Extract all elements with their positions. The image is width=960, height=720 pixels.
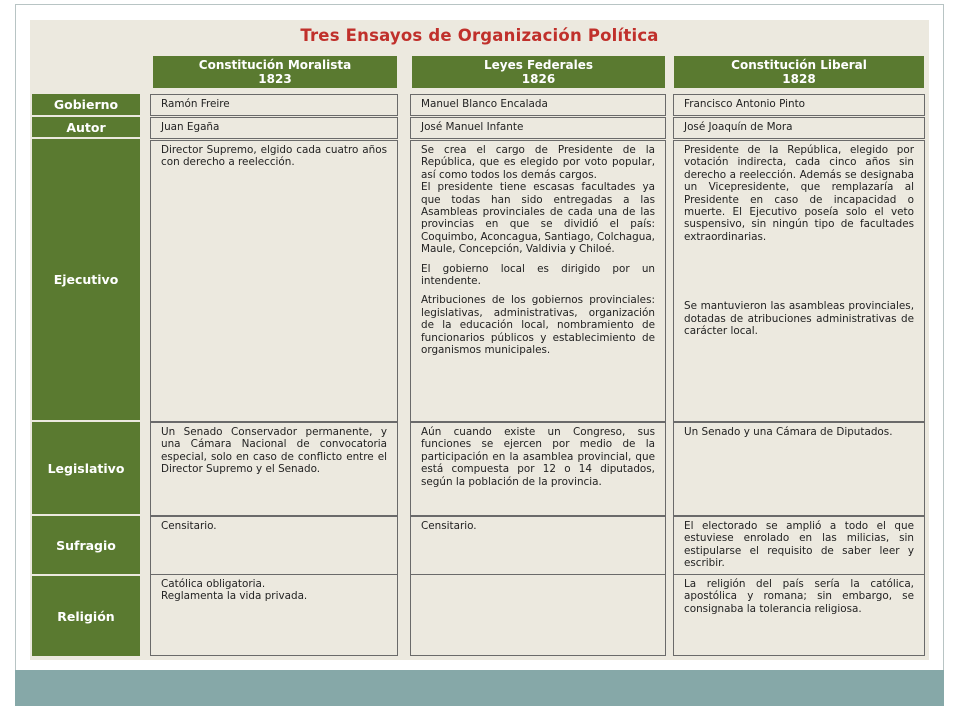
cell-text: La religión del país sería la católica, apostólica y romana; sin embargo, se consignaba la tolerancia religiosa.: [684, 578, 914, 615]
cell-text: Censitario.: [421, 520, 477, 532]
column-year: 1828: [782, 72, 816, 86]
row-header-ejecutivo: Ejecutivo: [32, 139, 140, 420]
cell-text: Reglamenta la vida privada.: [161, 590, 308, 603]
row-header-sufragio: Sufragio: [32, 516, 140, 574]
column-name: Leyes Federales: [483, 58, 594, 72]
cell-text: Se crea el cargo de Presidente de la República, que es elegido por voto popular, así como todos los demás cargos.: [421, 144, 655, 181]
cell-text: José Joaquín de Mora: [684, 121, 793, 133]
row-header-autor: Autor: [32, 117, 140, 137]
column-name: Constitución Moralista: [198, 58, 352, 72]
cell-text: Censitario.: [161, 520, 217, 532]
cell-religion-1823: [150, 574, 398, 656]
cell-text: Un Senado Conservador permanente, y una Cámara Nacional de convocatoria especial, solo en caso de conflicto entre el Director Supremo y el Senado.: [161, 426, 387, 476]
cell-text: Francisco Antonio Pinto: [684, 98, 806, 110]
table-sheet: [30, 20, 929, 660]
cell-gobierno-1823: [150, 94, 398, 116]
row-header-legislativo: Legislativo: [32, 422, 140, 514]
cell-gobierno-1828: [673, 94, 925, 116]
cell-sufragio-1826: [410, 516, 666, 576]
cell-text: El electorado se amplió a todo el que estuviese enrolado en las milicias, sin estipularse el requisito de saber leer y escribir.: [684, 520, 914, 570]
cell-sufragio-1823: [150, 516, 398, 576]
cell-legislativo-1823: [150, 422, 398, 516]
cell-text: Atribuciones de los gobiernos provinciales: legislativas, administrativas, organización de la educación local, nombramiento de funcionarios públicos y establecimiento de organismos municipales.: [421, 294, 655, 357]
cell-gobierno-1826: [410, 94, 666, 116]
column-name: Constitución Liberal: [731, 58, 867, 72]
row-header-religion: Religión: [32, 576, 140, 656]
cell-ejecutivo-1828: [673, 140, 925, 422]
column-header-liberal: [674, 56, 924, 88]
cell-text: Director Supremo, elgido cada cuatro años con derecho a reelección.: [161, 144, 387, 169]
cell-religion-1828: [673, 574, 925, 656]
cell-text: El gobierno local es dirigido por un intendente.: [421, 262, 655, 288]
cell-text: Católica obligatoria.: [161, 578, 266, 590]
table-title: Tres Ensayos de Organización Política: [300, 26, 659, 45]
cell-ejecutivo-1823: [150, 140, 398, 422]
cell-autor-1828: [673, 117, 925, 139]
cell-text: Ramón Freire: [161, 98, 230, 110]
column-header-federales: [412, 56, 665, 88]
cell-text: Manuel Blanco Encalada: [421, 98, 548, 110]
cell-text: Presidente de la República, elegido por votación indirecta, cada cinco años sin derecho a reelección. Además se designaba un Vicepresidente, que remplazaría al Presidente en caso de incapacidad o muerte. El Ejecutivo poseía solo el veto suspensivo, sin ningún tipo de facultades extraordinarias.: [684, 144, 914, 243]
slide-footer-bar: [15, 670, 944, 706]
cell-legislativo-1826: [410, 422, 666, 516]
cell-text: Juan Egaña: [161, 121, 220, 133]
row-header-gobierno: Gobierno: [32, 94, 140, 115]
cell-sufragio-1828: [673, 516, 925, 576]
column-header-moralista: [153, 56, 397, 88]
cell-religion-1826: [410, 574, 666, 656]
cell-text: El presidente tiene escasas facultades ya que todas han sido entregadas a las Asambleas provinciales de cada una de las provincias en que se dividió el país: Coquimbo, Aconcagua, Santiago, Colchagua, Maule, Concepción, Valdivia y Chiloé.: [421, 181, 655, 256]
cell-text: Se mantuvieron las asambleas provinciales, dotadas de atribuciones administrativas de carácter local.: [684, 300, 914, 338]
column-year: 1826: [521, 72, 556, 86]
cell-text: Aún cuando existe un Congreso, sus funciones se ejercen por medio de la participación en la asamblea provincial, que está compuesta por 12 o 14 diputados, según la población de la provincia.: [421, 426, 655, 488]
cell-text: Un Senado y una Cámara de Diputados.: [684, 426, 893, 438]
cell-ejecutivo-1826: [410, 140, 666, 422]
cell-autor-1823: [150, 117, 398, 139]
cell-text: José Manuel Infante: [421, 121, 524, 133]
column-year: 1823: [258, 72, 292, 86]
cell-autor-1826: [410, 117, 666, 139]
cell-legislativo-1828: [673, 422, 925, 516]
